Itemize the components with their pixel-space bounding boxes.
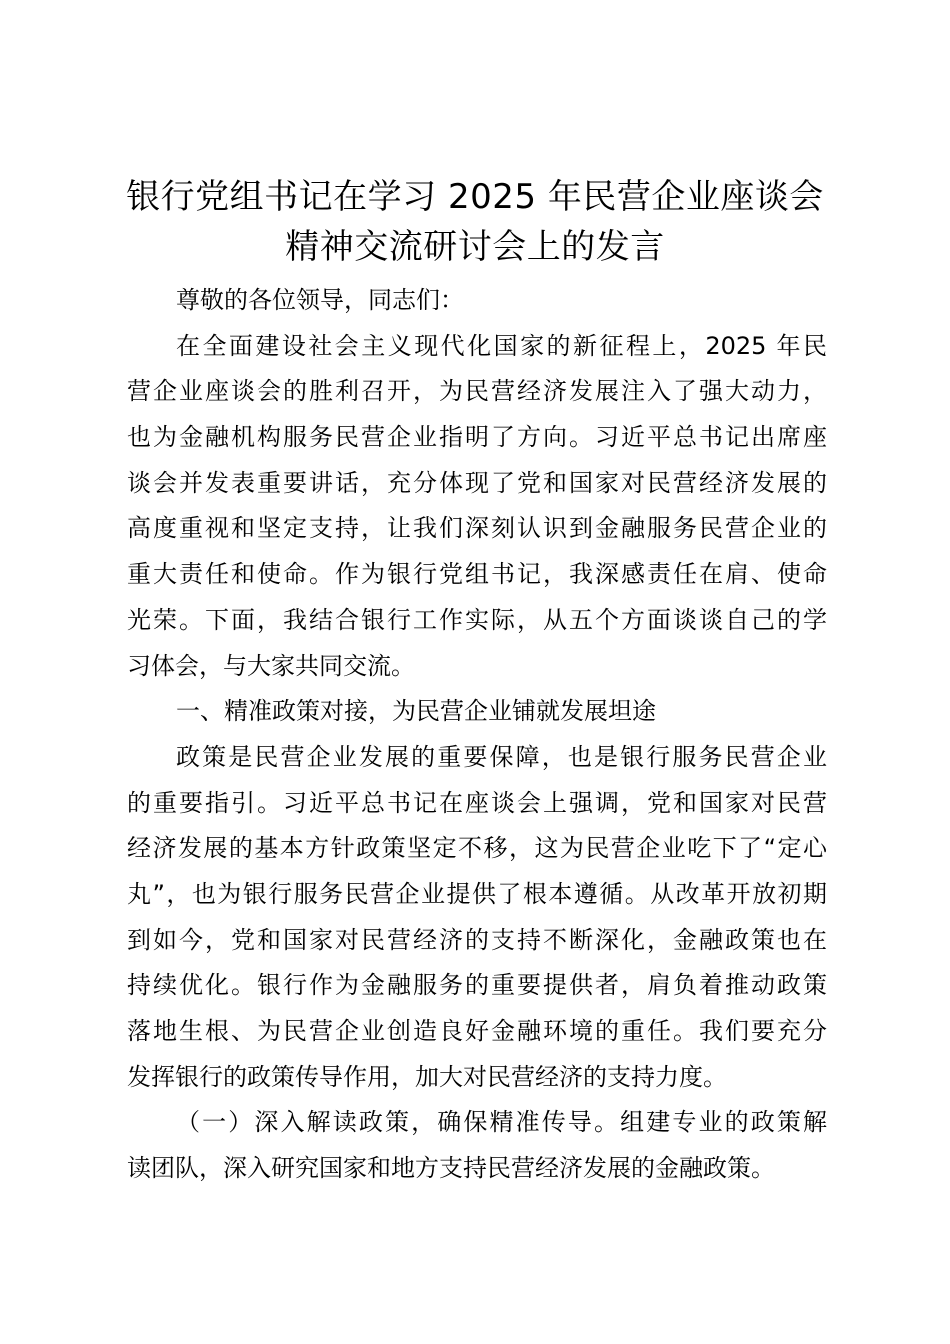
title-line-1: 银行党组书记在学习 2025 年民营企业座谈会 bbox=[126, 177, 824, 217]
document-title bbox=[110, 172, 840, 272]
paragraph-3-line-2: 读团队，深入研究国家和地方支持民营经济发展的金融政策。 bbox=[127, 1154, 775, 1183]
title-line-2: 精神交流研讨会上的发言 bbox=[285, 227, 665, 267]
paragraph-1-line-3: 也为金融机构服务民营企业指明了方向。习近平总书记出席座 bbox=[127, 423, 827, 452]
paragraph-2-line-3: 经济发展的基本方针政策坚定不移，这为民营企业吃下了“定心 bbox=[127, 834, 827, 863]
paragraph-2-line-2: 的重要指引。习近平总书记在座谈会上强调，党和国家对民营 bbox=[127, 788, 827, 817]
paragraph-3-line-1: （一）深入解读政策，确保精准传导。组建专业的政策解 bbox=[176, 1108, 827, 1137]
paragraph-2-line-5: 到如今，党和国家对民营经济的支持不断深化，金融政策也在 bbox=[127, 925, 827, 954]
salutation: 尊敬的各位领导，同志们： bbox=[176, 286, 464, 314]
section-heading-1: 一、精准政策对接，为民营企业铺就发展坦途 bbox=[176, 697, 656, 726]
paragraph-1-line-5: 高度重视和坚定支持，让我们深刻认识到金融服务民营企业的 bbox=[127, 514, 827, 543]
document-body bbox=[127, 278, 827, 1192]
paragraph-2-line-8: 发挥银行的政策传导作用，加大对民营经济的支持力度。 bbox=[127, 1062, 727, 1091]
paragraph-1-line-4: 谈会并发表重要讲话，充分体现了党和国家对民营经济发展的 bbox=[127, 468, 827, 497]
paragraph-2-line-4: 丸”，也为银行服务民营企业提供了根本遵循。从改革开放初期 bbox=[127, 879, 827, 908]
paragraph-1-line-7: 光荣。下面，我结合银行工作实际，从五个方面谈谈自己的学 bbox=[127, 605, 827, 634]
paragraph-2-line-6: 持续优化。银行作为金融服务的重要提供者，肩负着推动政策 bbox=[127, 971, 827, 1000]
paragraph-1-line-1: 在全面建设社会主义现代化国家的新征程上，2025 年民 bbox=[176, 331, 827, 360]
paragraph-2-line-1: 政策是民营企业发展的重要保障，也是银行服务民营企业 bbox=[176, 742, 827, 771]
paragraph-1-line-8: 习体会，与大家共同交流。 bbox=[127, 651, 415, 680]
paragraph-1-line-2: 营企业座谈会的胜利召开，为民营经济发展注入了强大动力， bbox=[127, 377, 827, 406]
paragraph-2-line-7: 落地生根、为民营企业创造良好金融环境的重任。我们要充分 bbox=[127, 1017, 827, 1045]
paragraph-1-line-6: 重大责任和使命。作为银行党组书记，我深感责任在肩、使命 bbox=[127, 560, 827, 589]
